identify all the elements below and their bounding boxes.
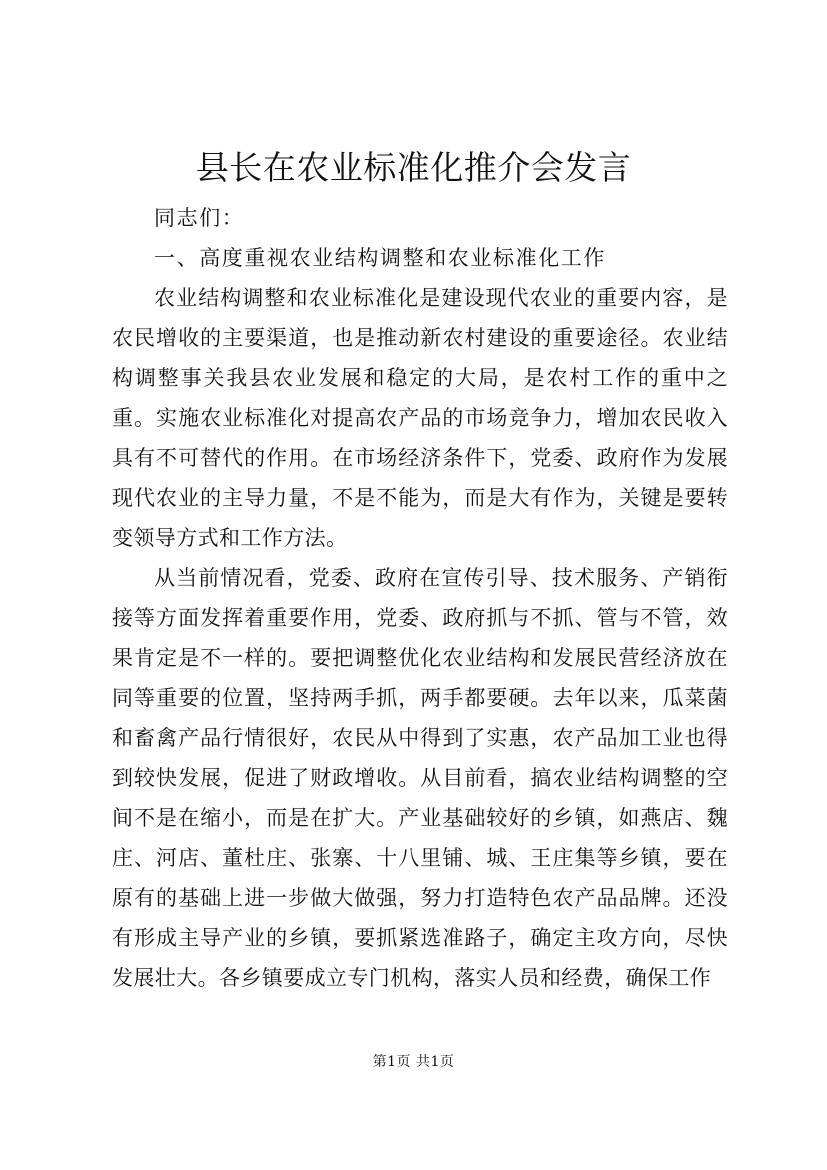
salutation: 同志们： bbox=[154, 206, 245, 230]
body-paragraph-2: 从当前情况看，党委、政府在宣传引导、技术服务、产销衔接等方面发挥着重要作用，党委、政府抓与不抓、管与不管，效果肯定是不一样的。要把调整优化农业结构和发展民营经济放在同等重要的位置，坚持两手抓，两手都要硬。去年以来，瓜菜菌和畜禽产品行情很好，农民从中得到了实惠，农产品加工业也得到较快发展，促进了财政增收。从目前看，搞农业结构调整的空间不是在缩小，而是在扩大。产业基础较好的乡镇，如燕店、魏庄、河店、董杜庄、张寨、十八里铺、城、王庄集等乡镇，要在原有的基础上进一步做大做强，努力打造特色农产品品牌。还没有形成主导产业的乡镇，要抓紧选准路子，确定主攻方向，尽快发展壮大。各乡镇要成立专门机构，落实人员和经费，确保工作 bbox=[112, 566, 728, 990]
document-body bbox=[112, 198, 728, 998]
page-footer: 第1页 共1页 bbox=[372, 1054, 455, 1070]
document-title: 县长在农业标准化推介会发言 bbox=[195, 148, 632, 187]
body-paragraph-1: 农业结构调整和农业标准化是建设现代农业的重要内容，是农民增收的主要渠道，也是推动新农村建设的重要途径。农业结构调整事关我县农业发展和稳定的大局，是农村工作的重中之重。实施农业标准化对提高农产品的市场竞争力，增加农民收入具有不可替代的作用。在市场经济条件下，党委、政府作为发展现代农业的主导力量，不是不能为，而是大有作为，关键是要转变领导方式和工作方法。 bbox=[112, 286, 728, 550]
section-heading: 一、高度重视农业结构调整和农业标准化工作 bbox=[154, 246, 606, 270]
